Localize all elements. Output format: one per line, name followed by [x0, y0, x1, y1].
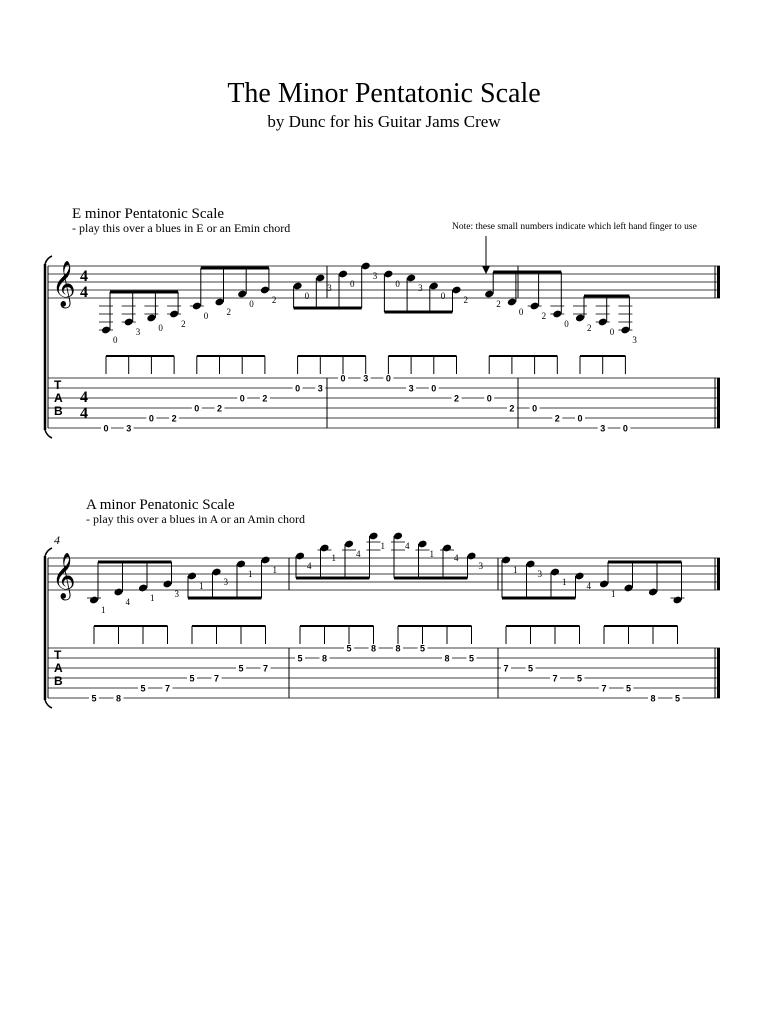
tab-clef-letter: B: [54, 674, 63, 688]
tab-fret-number: 2: [453, 393, 460, 404]
tab-fret-number: 8: [370, 643, 377, 654]
fingering-number: 0: [158, 323, 163, 333]
tab-fret-number: 3: [363, 373, 369, 384]
tab-fret-number: 7: [601, 683, 607, 694]
tab-fret-number: 8: [115, 693, 122, 704]
section-title-e-minor: E minor Pentatonic Scale: [72, 206, 225, 222]
tab-fret-number: 8: [395, 643, 401, 654]
tab-fret-number: 7: [503, 663, 509, 674]
tab-fret-number: 0: [431, 383, 437, 394]
fingering-number: 0: [564, 319, 569, 329]
fingering-number: 3: [632, 335, 637, 345]
tab-fret-number: 5: [674, 693, 681, 704]
tab-fret-number: 5: [297, 653, 303, 664]
fingering-number: 1: [150, 593, 155, 603]
bracket-top: [45, 548, 52, 556]
tab-staff: [48, 356, 720, 434]
fingering-number: 0: [609, 327, 615, 337]
tab-time-signature-bottom: 4: [80, 405, 88, 422]
tab-fret-number: 5: [238, 663, 244, 674]
tab-fret-number: 2: [554, 413, 560, 424]
fingering-number: 0: [350, 279, 355, 289]
tab-staff: [48, 626, 720, 704]
fingering-number: 3: [478, 561, 483, 571]
tab-fret-number: 5: [346, 643, 352, 654]
tab-fret-number: 8: [650, 693, 656, 704]
fingering-note: Note: these small numbers indicate which left hand finger to use: [452, 222, 697, 232]
fingering-number: 4: [405, 541, 410, 551]
tab-fret-number: 8: [321, 653, 328, 664]
note-arrow-head: [482, 266, 490, 274]
section-subtitle-e-minor: - play this over a blues in E or an Emin chord: [72, 221, 291, 235]
bracket-bottom: [45, 430, 52, 438]
fingering-number: 1: [513, 565, 518, 575]
tab-fret-number: 5: [625, 683, 632, 694]
fingering-number: 3: [135, 327, 141, 337]
fingering-number: 3: [537, 569, 542, 579]
system-a-minor: [45, 532, 720, 708]
fingering-number: 4: [356, 549, 361, 559]
fingering-number: 0: [518, 307, 524, 317]
fingering-number: 2: [181, 319, 186, 329]
tab-fret-number: 0: [385, 373, 391, 384]
time-signature-bottom: 4: [80, 284, 88, 301]
tab-fret-number: 8: [444, 653, 450, 664]
fingering-number: 2: [226, 307, 231, 317]
system-e-minor: [45, 256, 720, 438]
tab-clef-letter: B: [54, 404, 63, 418]
tab-fret-number: 0: [532, 403, 538, 414]
tab-fret-number: 5: [91, 693, 97, 704]
section-title-a-minor: A minor Penatonic Scale: [86, 497, 235, 513]
time-signature-top: 4: [80, 268, 88, 285]
tab-fret-number: 0: [577, 413, 583, 424]
tab-time-signature-top: 4: [80, 389, 88, 406]
tab-fret-number: 0: [148, 413, 154, 424]
tab-clef-letter: A: [54, 661, 63, 675]
tab-clef-letter: T: [54, 648, 62, 662]
bracket-top: [45, 256, 52, 264]
fingering-number: 0: [395, 279, 400, 289]
measure-number: 4: [54, 533, 60, 547]
tab-fret-number: 0: [486, 393, 492, 404]
fingering-number: 4: [307, 561, 312, 571]
page-title: The Minor Pentatonic Scale: [227, 78, 541, 109]
treble-clef-icon: 𝄞: [52, 261, 76, 307]
tab-clef-letter: A: [54, 391, 63, 405]
tab-fret-number: 2: [262, 393, 268, 404]
page-subtitle: by Dunc for his Guitar Jams Crew: [267, 112, 501, 131]
tab-fret-number: 2: [171, 413, 177, 424]
fingering-number: 4: [454, 553, 459, 563]
tab-fret-number: 5: [140, 683, 146, 694]
tab-fret-number: 0: [622, 423, 628, 434]
fingering-number: 1: [331, 553, 336, 563]
fingering-number: 2: [587, 323, 592, 333]
tab-fret-number: 5: [419, 643, 426, 654]
fingering-number: 1: [272, 565, 277, 575]
fingering-number: 2: [541, 311, 547, 321]
fingering-number: 0: [304, 291, 310, 301]
fingering-number: 1: [429, 549, 434, 559]
fingering-number: 1: [611, 589, 616, 599]
tab-fret-number: 0: [194, 403, 200, 414]
fingering-number: 0: [203, 311, 209, 321]
tab-clef-letter: T: [54, 378, 62, 392]
fingering-number: 3: [327, 283, 332, 293]
tab-fret-number: 5: [189, 673, 195, 684]
tab-fret-number: 7: [552, 673, 558, 684]
tab-fret-number: 5: [468, 653, 475, 664]
tab-fret-number: 0: [103, 423, 109, 434]
tab-fret-number: 3: [600, 423, 606, 434]
fingering-number: 2: [463, 295, 468, 305]
section-subtitle-a-minor: - play this over a blues in A or an Amin chord: [86, 512, 305, 526]
fingering-number: 0: [113, 335, 118, 345]
fingering-number: 1: [562, 577, 567, 587]
tab-fret-number: 0: [340, 373, 346, 384]
fingering-number: 0: [440, 291, 446, 301]
tab-fret-number: 0: [295, 383, 301, 394]
fingering-number: 4: [586, 581, 591, 591]
tab-fret-number: 2: [509, 403, 515, 414]
fingering-number: 2: [271, 295, 277, 305]
tab-fret-number: 3: [126, 423, 132, 434]
notation-staff: [45, 532, 720, 708]
fingering-number: 1: [248, 569, 253, 579]
fingering-number: 3: [418, 283, 423, 293]
fingering-number: 1: [199, 581, 204, 591]
treble-clef-icon: 𝄞: [52, 553, 76, 599]
fingering-number: 3: [372, 271, 378, 281]
fingering-number: 3: [223, 577, 228, 587]
tab-fret-number: 5: [527, 663, 534, 674]
tab-fret-number: 7: [262, 663, 269, 674]
tab-fret-number: 7: [213, 673, 220, 684]
tab-fret-number: 0: [239, 393, 245, 404]
tab-fret-number: 3: [408, 383, 414, 394]
fingering-number: 1: [101, 605, 106, 615]
fingering-number: 3: [174, 589, 179, 599]
tab-fret-number: 2: [216, 403, 223, 414]
fingering-number: 4: [125, 597, 130, 607]
bracket-bottom: [45, 700, 52, 708]
tab-fret-number: 5: [576, 673, 583, 684]
fingering-number: 0: [249, 299, 254, 309]
tab-fret-number: 3: [317, 383, 323, 394]
fingering-number: 2: [496, 299, 501, 309]
fingering-number: 1: [380, 541, 385, 551]
tab-fret-number: 7: [164, 683, 171, 694]
notation-staff: [45, 256, 720, 438]
